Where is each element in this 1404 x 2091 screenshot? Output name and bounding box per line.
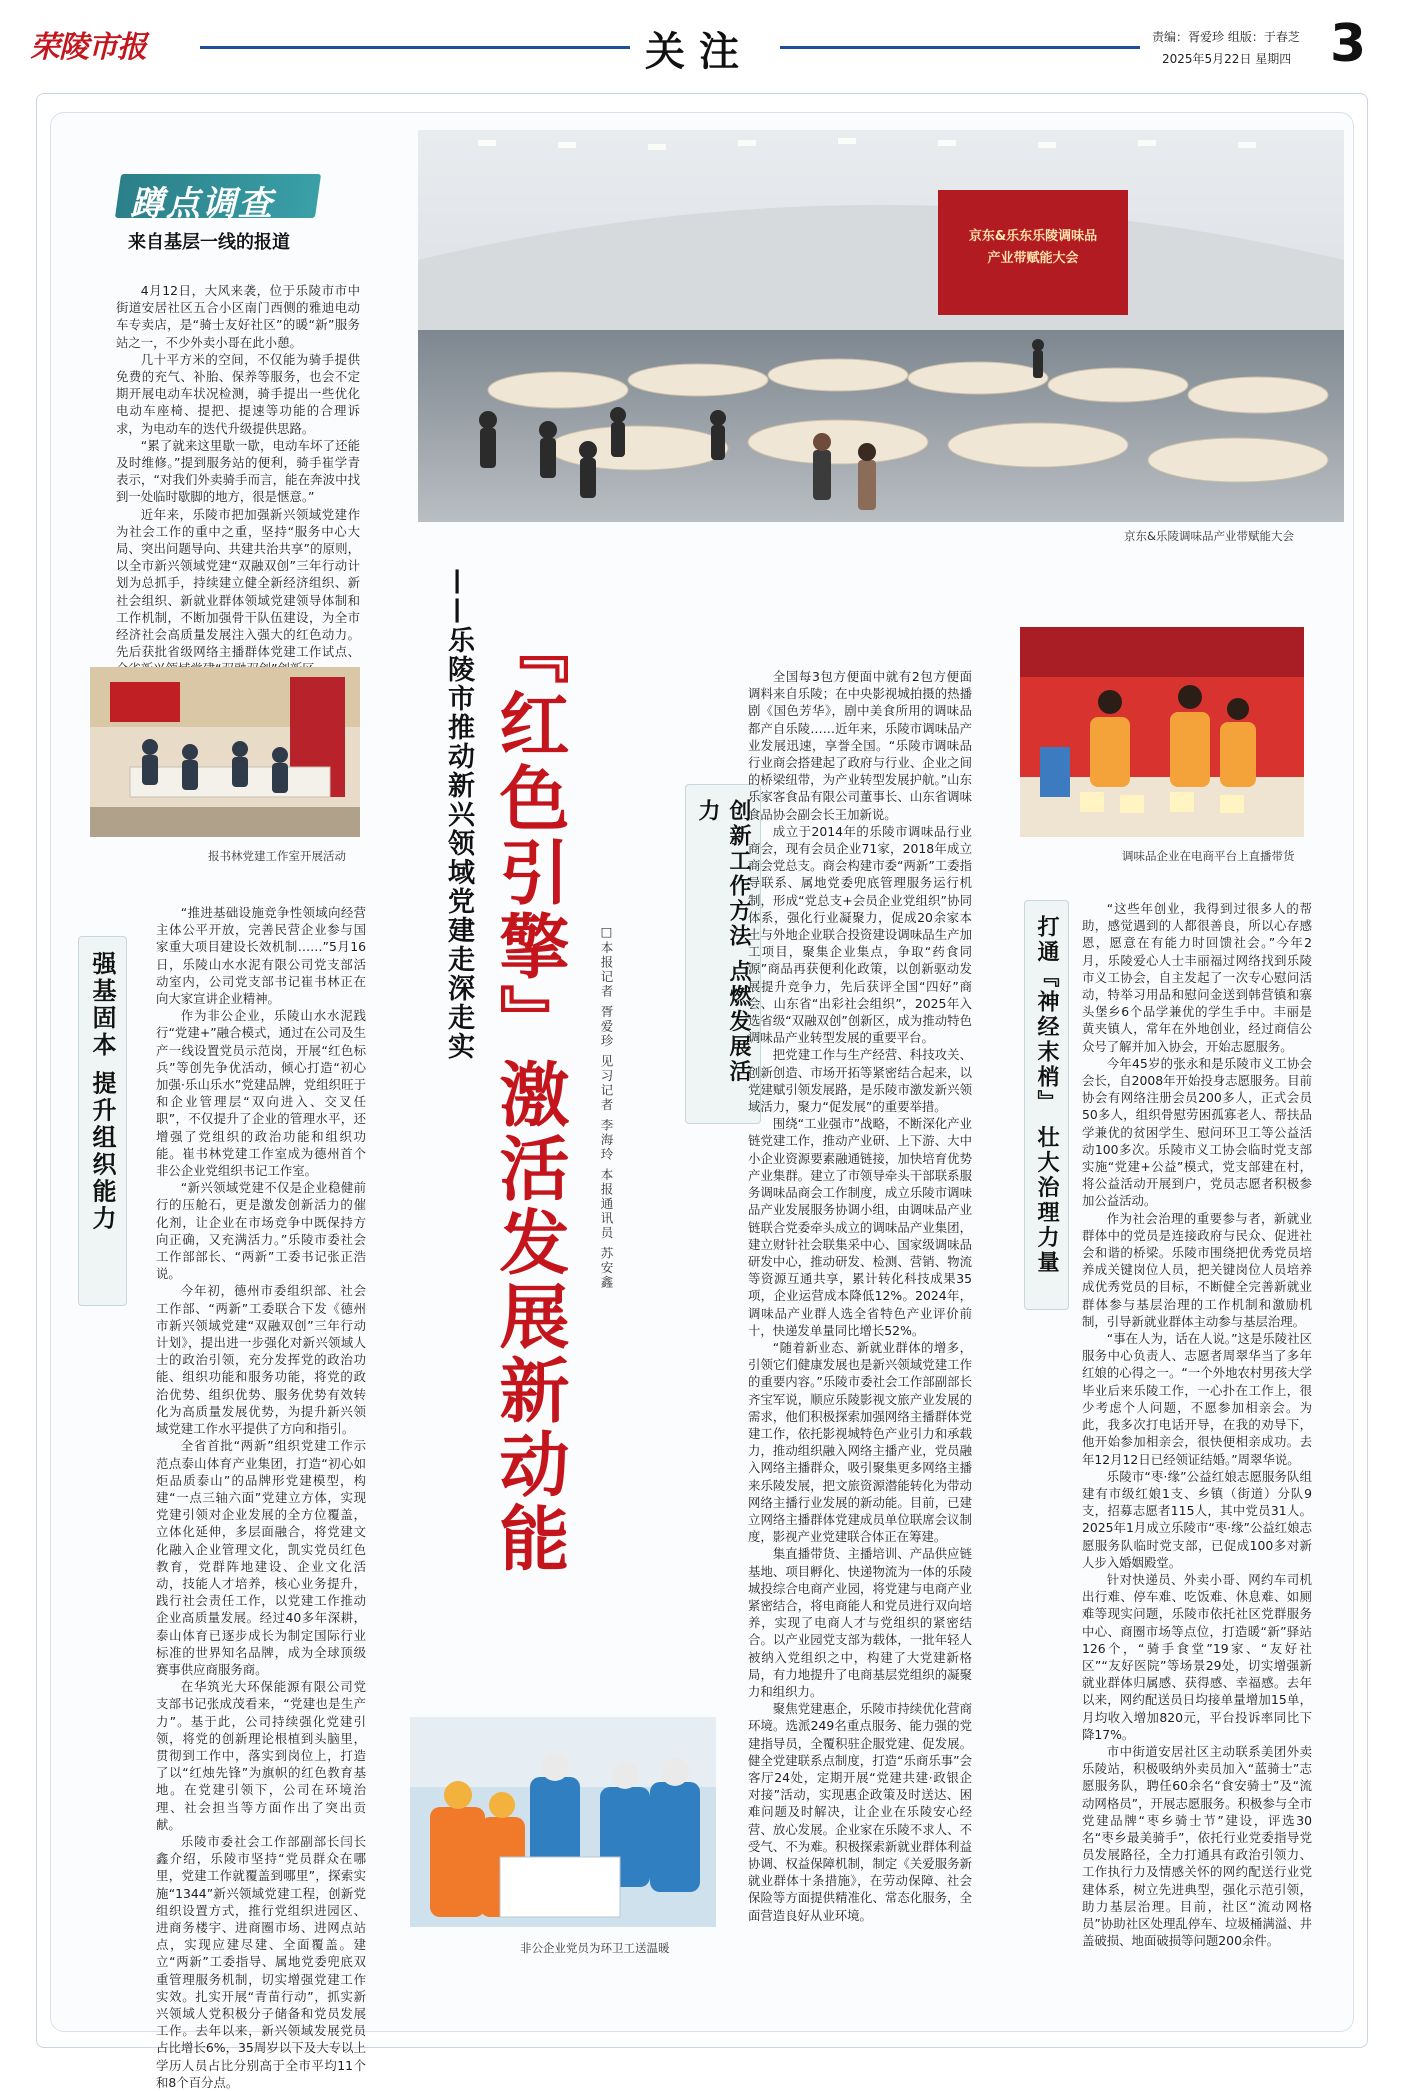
article-col1-bottom bbox=[156, 904, 366, 2091]
paragraph: 全国每3包方便面中就有2包方便面调料来自乐陵；在中央影视城拍摄的热播剧《国色芳华》，剧中美食所用的调味品都产自乐陵……近年来，乐陵市调味品产业发展迅速，享誉全国。“乐陵市调味品行业商会搭建起了政府与行业、企业之间的桥梁纽带，为产业转型发展护航。”山东乐家客食品有限公司董事长、山东省调味食品协会副会长王加新说。 bbox=[748, 669, 972, 822]
paragraph: 4月12日，大风来袭，位于乐陵市市中街道安居社区五合小区南门西侧的雅迪电动车专卖店，是“骑士友好社区”的暖“新”服务站之一，不少外卖小哥在此小憩。 bbox=[116, 283, 360, 350]
paragraph: 在华筑光大环保能源有限公司党支部书记张成茂看来，“党建也是生产力”。基于此，公司持续强化党建引领，将党的创新理论根植到头脑里，贯彻到工作中，落实到岗位上，打造了以“红烛先锋”为旗帜的红色教育基地。在党建引领下，公司在环境治理、社会担当等方面作出了突出贡献。 bbox=[156, 1679, 366, 1832]
article-col2 bbox=[748, 668, 972, 1924]
photo-sanitation-workers bbox=[410, 1717, 716, 1927]
column-brand bbox=[118, 168, 324, 222]
column-subtitle: 来自基层一线的报道 bbox=[128, 232, 290, 253]
paragraph: 全省首批“两新”组织党建工作示范点泰山体育产业集团，打造“初心如炬品质泰山”的品牌形党建模型，构建“一点三轴六面”党建立方体，实现党建引领对企业发展的全方位覆盖，立体化延伸，多层面融合，将党建文化融入企业管理文化，凯实党员红色教育，党群阵地建设、企业文化活动，技能人才培养，核心业务提升，践行社会责任工作，以党建工作推动企业高质量发展。经过40多年深耕，泰山体育已逐步成长为制定国际行业标准的世界知名品牌，成为全球顶级赛事供应商服务商。 bbox=[156, 1438, 366, 1677]
paragraph: “事在人为，话在人说。”这是乐陵社区服务中心负责人、志愿者周翠华当了多年红娘的心得之一。“一个外地农村男孩大学毕业后来乐陵工作，一心扑在工作上，很少考虑个人问题，不愿参加相亲会。为此，我多次打电话开导，在我的劝导下，他开始参加相亲会，很快便相亲成功。去年12月12日已经领证结婚。”周翠华说。 bbox=[1082, 1331, 1312, 1467]
livestream-illustration bbox=[1020, 627, 1304, 837]
caption-party-workshop: 报书林党建工作室开展活动 bbox=[208, 849, 346, 863]
paragraph: 乐陵市委社会工作部副部长闫长鑫介绍，乐陵市坚持“党员群众在哪里，党建工作就覆盖到哪里”，探索实施“1344”新兴领域党建工程，创新党组织设置方式，推行党组织进园区、进商务楼宇、进商圈市场、进网点站点，实现应建尽建、全面覆盖。建立“两新”工委指导、属地党委兜底双重管理服务机制，切实增强党建工作实效。扎实开展“青苗行动”，抓实新兴领域人党积极分子储备和党员发展工作。去年以来，新兴领域发展党员占比增长6%，35周岁以下及大专以上学历人员占比分别高于全市平均11个和8个百分点。 bbox=[156, 1833, 366, 2090]
photo-conference bbox=[418, 130, 1344, 522]
paragraph: 把党建工作与生产经营、科技攻关、创新创造、市场开拓等紧密结合起来，以党建赋引领发展路，是乐陵市激发新兴领域活力，聚力“促发展”的重要举措。 bbox=[748, 1047, 972, 1115]
svg-text:京东&乐东乐陵调味品: 京东&乐东乐陵调味品 bbox=[968, 229, 1098, 244]
svg-text:产业带赋能大会: 产业带赋能大会 bbox=[987, 251, 1079, 266]
section-heading-3: 打通『神经末梢』 壮大治理力量 bbox=[1024, 900, 1069, 1310]
issue-date: 2025年5月22日 星期四 bbox=[1162, 52, 1292, 66]
masthead-rule-right bbox=[780, 46, 1140, 49]
editor-credits: 责编：胥爱珍 组版：于春芝 bbox=[1152, 30, 1300, 44]
paragraph: 今年45岁的张永和是乐陵市义工协会会长，自2008年开始投身志愿服务。目前协会有网络注册会员200多人，正式会员50多人，组织骨慰劳困孤寡老人、帮扶品学兼优的贫困学生、慰问环卫工等公益活动100多次。乐陵市义工协会临时党支部实施“党建+公益”模式，党支部建在村，将公益活动开展到户，党员志愿者积极参加公益活动。 bbox=[1082, 1055, 1312, 1209]
photo-party-workshop bbox=[90, 667, 360, 837]
paragraph: 集直播带货、主播培训、产品供应链基地、项目孵化、快递物流为一体的乐陵城投综合电商产业园，将党建与电商产业紧密结合，将电商能人和党员进行双向培养，实现了电商人才与党组织的紧密结合。以产业园党支部为载体，一批年轻人被纳入党组织之中，构建了大党建新格局，有力地提升了电商基层党组织的凝聚力和组织力。 bbox=[748, 1546, 972, 1699]
conference-illustration bbox=[418, 130, 1344, 522]
paragraph: 几十平方米的空间，不仅能为骑手提供免费的充气、补胎、保养等服务，也会不定期开展电动车状况检测，骑手提出一些优化电动车座椅、提把、提速等功能的合理诉求，为电动车的迭代升级提供思路。 bbox=[116, 351, 360, 436]
paragraph: 今年初，德州市委组织部、社会工作部、“两新”工委联合下发《德州市新兴领域党建“双融双创”三年行动计划》，提出进一步强化对新兴领域人士的政治引领，充分发挥党的政治功能、组织功能和服务功能，将党的政治优势、组织优势、服务优势有效转化为高质量发展优势，为提升新兴领域党建工作水平提供了方向和指引。 bbox=[156, 1283, 366, 1437]
paragraph: 乐陵市“枣·缘”公益红娘志愿服务队组建有市级红娘1支、乡镇（街道）分队9支，招募志愿者115人，其中党员31人。2025年1月成立乐陵市“枣·缘”公益红娘志愿服务队临时党支部，已促成100多对新人步入婚姻殿堂。 bbox=[1082, 1468, 1312, 1570]
paragraph: “随着新业态、新就业群体的增多，引领它们健康发展也是新兴领域党建工作的重要内容。”乐陵市委社会工作部副部长齐宝军说，顺应乐陵影视文旅产业发展的需求，他们积极探索加强网络主播群体党建工作，依托影视城特色产业引力和承载力，推动组织融入网络主播产业，党员融入网络主播群众，吸引聚集更多网络主播来乐陵发展，把文旅资源潜能转化为带动网络主播行业发展的新动能。目前，已建立网络主播群体党建成员单位联席会议制度，影视产业党建联合体正在筹建。 bbox=[748, 1339, 972, 1545]
paragraph: 聚焦党建惠企，乐陵市持续优化营商环境。选派249名重点服务、能力强的党建指导员，全覆积驻企服党建、促发展。健全党建联系点制度，打造“乐商乐事”会客厅24处，定期开展“党建共建·政银企对接”活动，实现惠企政策及时送达、困难问题及时解决，让企业在乐陵安心经营、放心发展。企业家在乐陵不求人、不受气、不为难。积极探索新就业群体利益协调、权益保障机制，制定《关爱服务新就业群体十条措施》，在劳动保障、社会保险等方面提供精准化、常态化服务，全面营造良好从业环境。 bbox=[748, 1701, 972, 1923]
main-headline: 『红色引擎』激活发展新动能 bbox=[488, 614, 570, 1576]
caption-sanitation-workers: 非公企业党员为环卫工送温暖 bbox=[520, 1941, 670, 1955]
paragraph: 作为非公企业，乐陵山水水泥践行“党建+”融合模式，通过在公司及生产一线设置党员示范岗，开展“红色标兵”等创先争优活动，倾心打造“初心加强·乐山乐水”党建品牌，党组织旺于和企业管理层“双向进入、交叉任职”，不仅提升了企业的管理水平，还增强了党组织的政治功能和组织功能。崔书林党建工作室成为德州首个非公企业党组织书记工作室。 bbox=[156, 1008, 366, 1179]
sanitation-illustration bbox=[410, 1717, 716, 1927]
masthead-rule-left bbox=[200, 46, 630, 49]
column-brand-title: 蹲点调查 bbox=[130, 184, 274, 224]
sub-headline: ——乐陵市推动新兴领域党建走深走实 bbox=[443, 568, 474, 1061]
paragraph: 成立于2014年的乐陵市调味品行业商会，现有会员企业71家，2018年成立商会党总支。商会构建市委“两新”工委指导联系、属地党委兜底管理服务运行机制，形成“党总支+会员企业党组织”协同体系，强化行业凝聚力，促成20余家本土与外地企业联合投资建设调味品生产加工项目，聚集企业集点，争取“药食同源”商品再获便利化政策，以创新驱动发展提升竞争力，先后获评全国“四好”商会、山东省“出彩社会组织”，2025年入选省级“双融双创”创新区，成为推动特色调味品产业转型发展的重要平台。 bbox=[748, 823, 972, 1046]
paragraph: 针对快递员、外卖小哥、网约车司机出行难、停车难、吃饭难、休息难、如厕难等现实问题，乐陵市依托社区党群服务中心、商圈市场等点位，打造暖“新”驿站126个，“骑手食堂”19家、“友好社区”“友好医院”等场景29处，切实增强新就业群体归属感、获得感、幸福感。去年以来，网约配送员日均接单量增加15单，月均收入增加820元，平台投诉率同比下降17%。 bbox=[1082, 1571, 1312, 1742]
article-col1-top bbox=[116, 282, 360, 678]
section-heading-1: 强基固本 提升组织能力 bbox=[78, 936, 127, 1306]
paragraph: “这些年创业，我得到过很多人的帮助，感觉遇到的人都很善良，所以心存感恩，愿意在有能力时回馈社会。”今年2月，乐陵爱心人士丰丽福过网络找到乐陵市义工协会，自主发起了一次专心慰问活动，特举习用品和慰问金送到韩营镇和寨头堡乡6个品学兼优的学生手中。丰丽是黄夹镇人，常年在外地创业，经过商信公众号了解并加入协会，开始志愿服务。 bbox=[1082, 901, 1312, 1054]
section-heading-2: 创新工作方法 点燃发展活力 bbox=[685, 784, 761, 1124]
paragraph: 作为社会治理的重要参与者，新就业群体中的党员是连接政府与民众、促进社会和谐的桥梁。乐陵市围绕把优秀党员培养成关键岗位人员，把关键岗位人员培养成优秀党员的目标，不断健全完善新就业群体参与基层治理的工作机制和激励机制，引导新就业群体主动参与基层治理。 bbox=[1082, 1210, 1312, 1329]
page-number: 3 bbox=[1330, 14, 1367, 74]
newspaper-logo: 荣陵市报 bbox=[30, 30, 146, 65]
caption-conference: 京东&乐陵调味品产业带赋能大会 bbox=[1124, 529, 1294, 543]
masthead bbox=[0, 0, 1404, 80]
paragraph: “新兴领域党建不仅是企业稳健前行的压舱石，更是激发创新活力的催化剂，让企业在市场竞争中既保持方向正确，又充满活力。”乐陵市委社会工作部部长、“两新”工委书记张正浩说。 bbox=[156, 1180, 366, 1282]
article-col3 bbox=[1082, 900, 1312, 1949]
photo-livestream bbox=[1020, 627, 1304, 837]
paragraph: “推进基础设施竞争性领域向经营主体公平开放，完善民营企业参与国家重大项目建设长效机制……”5月16日，乐陵山水水泥有限公司党支部活动室内，公司党支部书记崔书林正在向大家宣讲企业精神。 bbox=[156, 905, 366, 1007]
section-title: 关注 bbox=[645, 29, 753, 75]
paragraph: 围绕“工业强市”战略，不断深化产业链党建工作，推动产业研、上下游、大中小企业资源要素融通链接，加快培育优势产业集群。建立了市领导牵头干部联系服务调味品商会工作制度，成立乐陵市调味品产业发展服务协调小组，由调味品产业链联合党委牵头成立的调味品产业集团，建立财针社会联集采中心、国家级调味品研发中心，推动研发、检测、营销、物流等资源互通共享，累计转化科技成果35项，企业运营成本降低12%。2024年，调味品产业群人选全省特色产业评价前十，快递发单量同比增长52%。 bbox=[748, 1116, 972, 1338]
paragraph: “累了就来这里歇一歇，电动车坏了还能及时维修。”提到服务站的便利，骑手崔学青表示，“对我们外卖骑手而言，能在奔波中找到一处临时歇脚的地方，很是惬意。” bbox=[116, 437, 360, 505]
paragraph: 近年来，乐陵市把加强新兴领域党建作为社会工作的重中之重，坚持“服务中心大局、突出问题导向、共建共治共享”的原则，以全市新兴领域党建“双融双创”三年行动计划为总抓手，持续建立健全新经济组织、新社会组织、新就业群体领域党建领导体制和工作机制，不断加强骨干队伍建设，为全市经济社会高质量发展注入强大的红色动力。先后获批省级网络主播群体党建工作试点、 bbox=[116, 506, 360, 660]
workshop-illustration bbox=[90, 667, 360, 837]
paragraph: 市中街道安居社区主动联系美团外卖乐陵站，积极吸纳外卖员加入“蓝骑士”志愿服务队，聘任60余名“食安骑士”及“流动网格员”，开展志愿服务。积极参与全市党建品牌“枣乡骑士节”建设，评选30名“枣乡最美骑手”，依托行业党委指导党员发展路径，全力打通具有政治引领力、工作执行力及情感关怀的网约配送行业党建体系，树立先进典型，强化示范引领，助力基层治理。目前，社区“流动网格员”协助社区处理乱停车、垃圾桶满溢、井盖破损、地面破损等问题200余件。 bbox=[1082, 1743, 1312, 1949]
caption-livestream: 调味品企业在电商平台上直播带货 bbox=[1122, 849, 1295, 863]
byline: □本报记者 胥爱珍 见习记者 李海玲 本报通讯员 苏安鑫 bbox=[599, 924, 614, 1290]
